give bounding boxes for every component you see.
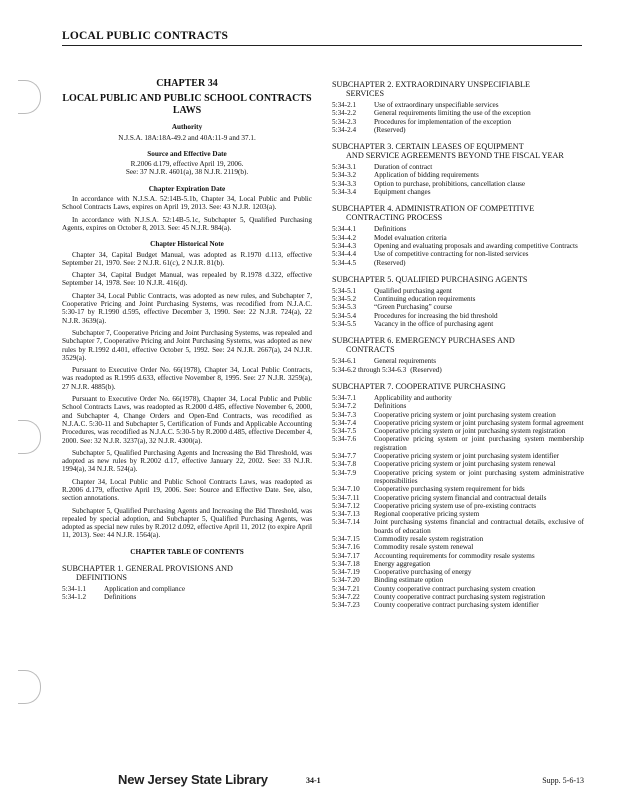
running-header: LOCAL PUBLIC CONTRACTS bbox=[62, 30, 582, 46]
toc-entry: 5:34-7.23 County cooperative contract purchasing system identifier bbox=[332, 601, 539, 610]
toc-entry: 5:34-7.21 County cooperative contract purchasing system creation bbox=[332, 584, 536, 593]
expiration-paragraph: In accordance with N.J.S.A. 52:14B-5.1b, Chapter 34, Local Public and Public School Contracts Laws, expires on April 19, 2013. See: 43 N.J.R. 1203(a). bbox=[62, 195, 312, 212]
toc-entry: 5:34-4.1 Definitions bbox=[332, 225, 407, 234]
toc-entry: 5:34-5.3 “Green Purchasing” course bbox=[332, 303, 453, 312]
toc-entry: 5:34-7.18 Energy aggregation bbox=[332, 559, 431, 568]
history-paragraph: Pursuant to Executive Order No. 66(1978), Chapter 34, Local Public Contracts, was readopted as R.1995 d.633, effective November 8, 1995. See: 27 N.J.R. 3259(a), 27 N.J.R. 4885(b). bbox=[62, 366, 312, 391]
toc-entry: 5:34-5.1 Qualified purchasing agent bbox=[332, 286, 452, 295]
toc-entry: 5:34-7.22 County cooperative contract purchasing system registration bbox=[332, 593, 546, 602]
toc-entry: 5:34-7.10 Cooperative purchasing system requirement for bids bbox=[332, 485, 525, 494]
toc-entry: 5:34-6.1 General requirements bbox=[332, 357, 437, 366]
toc-entry: 5:34-2.3 Procedures for implementation of the exception bbox=[332, 117, 512, 126]
subchapter-title: SUBCHAPTER 3. CERTAIN LEASES OF EQUIPMENT AND SERVICE AGREEMENTS BEYOND THE FISCAL YEAR bbox=[332, 142, 564, 161]
toc-entry: 5:34-7.13 Regional cooperative pricing system bbox=[332, 510, 480, 519]
history-paragraph: Chapter 34, Capital Budget Manual, was repealed by R.1978 d.322, effective September 14, 1978. See: 10 N.J.R. 416(d). bbox=[62, 271, 312, 288]
toc-entry: 5:34-7.5 Cooperative pricing system or joint purchasing system registration bbox=[332, 427, 566, 436]
authority-heading: Authority bbox=[171, 123, 203, 132]
toc-entry: 5:34-7.16 Commodity resale system renewal bbox=[332, 543, 474, 552]
toc-entry: 5:34-4.5 (Reserved) bbox=[332, 258, 406, 267]
page-footer bbox=[62, 772, 584, 792]
punch-hole bbox=[18, 420, 41, 454]
toc-entry: 5:34-1.1 Application and compliance bbox=[62, 585, 186, 594]
toc-entry: 5:34-2.4 (Reserved) bbox=[332, 125, 406, 134]
punch-hole bbox=[18, 670, 41, 704]
history-paragraph: Subchapter 5, Qualified Purchasing Agents and Increasing the Bid Threshold, was repealed by special adoption, and Subchapter 5, Qualified Purchasing Agents, was adopted as special new rules by R.2012 d.092, effective April 11, 2012 (to expire April 11, 2013). See: 44 N.J.R. 1564(a). bbox=[62, 506, 312, 540]
source-heading: Source and Effective Date bbox=[147, 149, 227, 158]
left-column bbox=[62, 80, 312, 602]
toc-entry: 5:34-6.2 through 5:34-6.3 (Reserved) bbox=[332, 365, 442, 374]
toc-entry: 5:34-5.4 Procedures for increasing the bid threshold bbox=[332, 311, 498, 320]
toc-entry: 5:34-7.14 Joint purchasing systems financial and contractual details, exclusive of boards of education bbox=[332, 518, 584, 535]
history-paragraph: Pursuant to Executive Order No. 66(1978), Chapter 34, Local Public and Public School Contracts Laws, was readopted as R.2000 d.485, effective November 6, 2000, and Subchapter 4, Change Orders and Open-End Contracts, was recodified as N.J.A.C. 5:30-11 and Subchapter 5, Certification of Funds and Applicable Accounting Procedures, was recodified as N.J.A.C. 5:30-5 by R.2000 d.485, effective December 4, 2000. See: 32 N.J.R. 3237(a), 32 N.J.R. 4300(a). bbox=[62, 395, 312, 445]
toc-entry: 5:34-4.4 Use of competitive contracting for non-listed services bbox=[332, 250, 529, 259]
chapter-title: LOCAL PUBLIC AND PUBLIC SCHOOL CONTRACTS LAWS bbox=[62, 93, 312, 117]
history-paragraph: Chapter 34, Capital Budget Manual, was adopted as R.1970 d.113, effective September 21, 1970. See: 2 N.J.R. 61(c), 2 N.J.R. 81(b). bbox=[62, 250, 312, 267]
toc-entry: 5:34-2.1 Use of extraordinary unspecifiable services bbox=[332, 101, 499, 109]
toc-entry: 5:34-3.1 Duration of contract bbox=[332, 163, 433, 172]
history-paragraph: Chapter 34, Local Public Contracts, was adopted as new rules, and Subchapter 7, Cooperative Pricing and Joint Purchasing Systems, was recodified from N.J.A.C. 5:30-17 by R.1990 d.595, effective December 3, 1990. See: 22 N.J.R. 724(a), 22 N.J.R. 3639(a). bbox=[62, 291, 312, 325]
subchapter-title: SUBCHAPTER 7. COOPERATIVE PURCHASING bbox=[332, 381, 506, 391]
toc-entry: 5:34-5.2 Continuing education requirements bbox=[332, 295, 476, 304]
right-column bbox=[332, 80, 584, 610]
toc-entry: 5:34-7.6 Cooperative pricing system or joint purchasing system membership registration bbox=[332, 435, 584, 452]
expiration-heading: Chapter Expiration Date bbox=[148, 184, 226, 193]
toc-entry: 5:34-3.3 Option to purchase, prohibitions, cancellation clause bbox=[332, 179, 526, 188]
toc-right-list bbox=[332, 80, 584, 610]
toc-entry: 5:34-7.7 Cooperative pricing system or joint purchasing system identifier bbox=[332, 452, 560, 461]
authority-text: N.J.S.A. 18A:18A-49.2 and 40A:11-9 and 37.1. bbox=[118, 133, 256, 142]
toc-entry: 5:34-7.17 Accounting requirements for commodity resale systems bbox=[332, 551, 535, 560]
toc-entry: 5:34-7.11 Cooperative pricing system financial and contractual details bbox=[332, 493, 547, 502]
history-heading: Chapter Historical Note bbox=[150, 240, 224, 249]
toc-entry: 5:34-2.2 General requirements limiting the use of the exception bbox=[332, 109, 531, 118]
toc-entry: 5:34-5.5 Vacancy in the office of purchasing agent bbox=[332, 320, 494, 329]
toc-entry: 5:34-7.20 Binding estimate option bbox=[332, 576, 444, 585]
expiration-paragraph: In accordance with N.J.S.A. 52:14B-5.1c, Subchapter 5, Qualified Purchasing Agents, expires on October 8, 2013. See: 45 N.J.R. 984(a). bbox=[62, 215, 312, 232]
history-paragraph: Subchapter 7, Cooperative Pricing and Joint Purchasing Systems, was repealed and Subchapter 7, Cooperative Pricing and Joint Purchasing Systems, was adopted as new rules by R.1992 d.401, effective October 5, 1992. See: 24 N.J.R. 2667(a), 24 N.J.R. 3529(a). bbox=[62, 328, 312, 362]
subchapter-title: SUBCHAPTER 1. GENERAL PROVISIONS AND DEFINITIONS bbox=[62, 564, 233, 583]
toc-entry: 5:34-7.8 Cooperative pricing system or joint purchasing system renewal bbox=[332, 460, 556, 469]
toc-entry: 5:34-4.3 Opening and evaluating proposals and awarding competitive Contracts bbox=[332, 241, 578, 250]
source-line: R.2006 d.179, effective April 19, 2006. bbox=[130, 160, 244, 169]
source-line: See: 37 N.J.R. 4601(a), 38 N.J.R. 2119(b). bbox=[125, 168, 249, 177]
toc-entry: 5:34-7.12 Cooperative pricing system use of pre-existing contracts bbox=[332, 501, 537, 510]
page-number: 34-1 bbox=[306, 776, 321, 785]
supplement-date: Supp. 5-6-13 bbox=[542, 776, 584, 785]
subchapter-title: SUBCHAPTER 5. QUALIFIED PURCHASING AGENTS bbox=[332, 274, 528, 284]
chapter-number: CHAPTER 34 bbox=[156, 78, 218, 89]
toc-entry: 5:34-3.4 Equipment changes bbox=[332, 188, 431, 197]
toc-heading: CHAPTER TABLE OF CONTENTS bbox=[130, 547, 244, 556]
subchapter-title: SUBCHAPTER 4. ADMINISTRATION OF COMPETITIVE CONTRACTING PROCESS bbox=[332, 204, 535, 223]
history-paragraph: Subchapter 5, Qualified Purchasing Agents and Increasing the Bid Threshold, was adopted as new rules by R.2002 d.17, effective January 22, 2002. See: 33 N.J.R. 1994(a), 34 N.J.R. 524(a). bbox=[62, 448, 312, 474]
toc-entry: 5:34-4.2 Model evaluation criteria bbox=[332, 233, 447, 242]
toc-entry: 5:34-7.19 Cooperative purchasing of energy bbox=[332, 568, 472, 577]
punch-hole bbox=[18, 80, 41, 114]
toc-entry: 5:34-7.9 Cooperative pricing system or joint purchasing system administrative responsibilities bbox=[332, 468, 584, 485]
toc-entry: 5:34-7.15 Commodity resale system registration bbox=[332, 534, 484, 543]
library-logo: New Jersey State Library bbox=[118, 772, 268, 787]
toc-entry: 5:34-3.2 Application of bidding requirements bbox=[332, 171, 479, 180]
subchapter-title: SUBCHAPTER 6. EMERGENCY PURCHASES AND CONTRACTS bbox=[332, 336, 515, 355]
history-paragraph: Chapter 34, Local Public and Public School Contracts Laws, was readopted as R.2006 d.179, effective April 19, 2006. See: Source and Effective Date. See, also, section annotations. bbox=[62, 477, 312, 503]
toc-entry: 5:34-7.1 Applicability and authority bbox=[332, 393, 452, 402]
toc-entry: 5:34-7.2 Definitions bbox=[332, 402, 407, 411]
subchapter-title: SUBCHAPTER 2. EXTRAORDINARY UNSPECIFIABLE SERVICES bbox=[332, 80, 531, 98]
toc-entry: 5:34-7.3 Cooperative pricing system or joint purchasing system creation bbox=[332, 410, 556, 419]
toc-entry: 5:34-7.4 Cooperative pricing system or joint purchasing system formal agreement bbox=[332, 418, 584, 427]
toc-entry: 5:34-1.2 Definitions bbox=[62, 593, 137, 602]
